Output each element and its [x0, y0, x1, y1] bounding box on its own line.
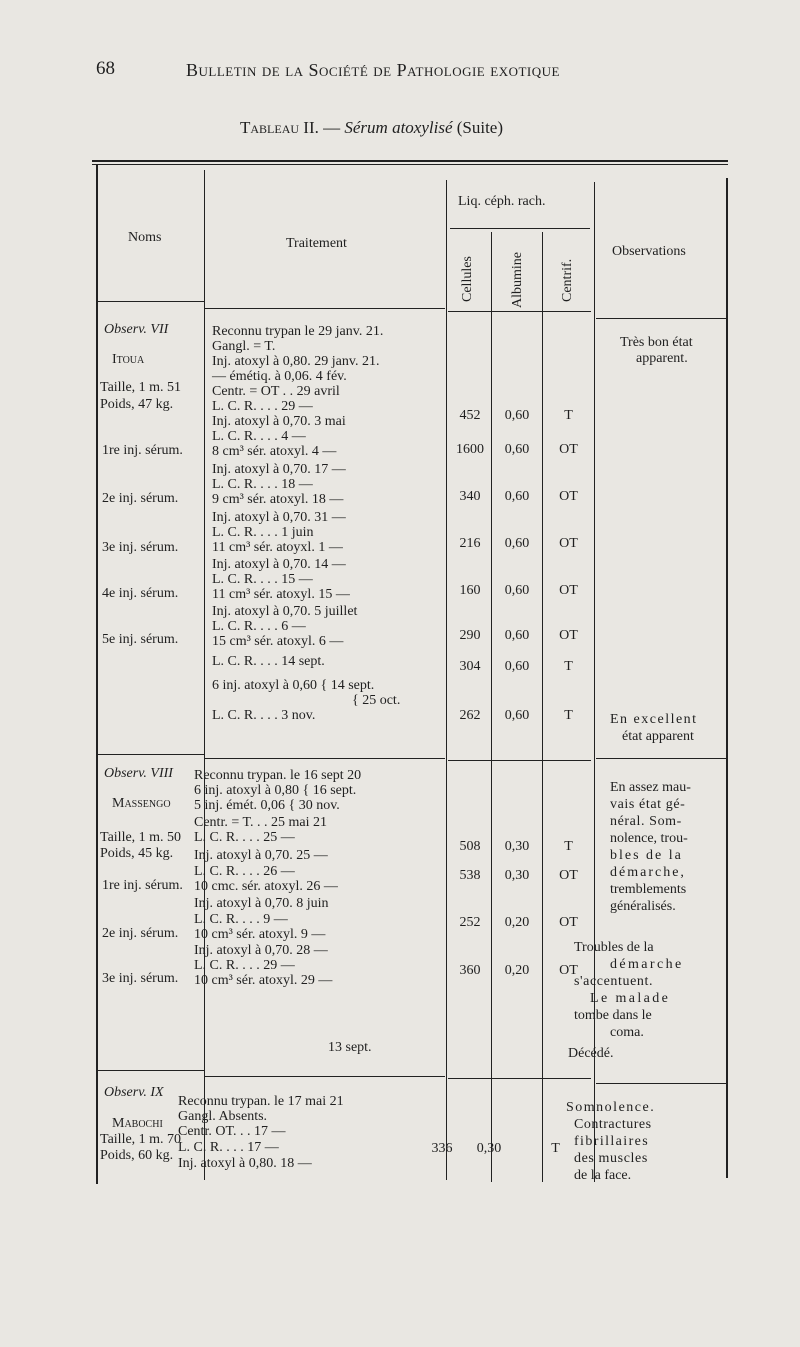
albumine-value: 0,60: [504, 583, 530, 598]
treatment-line: Inj. atoxyl à 0,70. 17 —: [212, 462, 346, 477]
treatment-line: Inj. atoxyl à 0,70. 14 —: [212, 557, 346, 572]
observation-line: s'accentuent.: [574, 974, 654, 989]
cellules-value: 1600: [456, 442, 484, 457]
treatment-line: { 25 oct.: [352, 693, 401, 708]
patient-height: Taille, 1 m. 70: [100, 1132, 182, 1147]
cellules-value: 508: [459, 839, 481, 854]
albumine-value: 0,30: [504, 839, 530, 854]
observation-line: de la face.: [574, 1168, 632, 1183]
treatment-line: 10 cm³ sér. atoxyl. 29 —: [194, 973, 333, 988]
treatment-line: L. C. R. . . . 14 sept.: [212, 654, 325, 669]
injection-label: 1re inj. sérum.: [102, 878, 183, 893]
case-title: Observ. VII: [104, 322, 169, 337]
caption-italic: Sérum atoxylisé: [344, 118, 453, 137]
cellules-value: 336: [431, 1141, 453, 1156]
header-liq: Liq. céph. rach.: [458, 194, 546, 209]
treatment-line: 6 inj. atoxyl à 0,60 { 14 sept.: [212, 678, 375, 693]
albumine-value: 0,60: [504, 442, 530, 457]
centrif-value: OT: [559, 915, 578, 930]
treatment-line: Gangl. Absents.: [178, 1109, 268, 1124]
treatment-line: Gangl. = T.: [212, 339, 276, 354]
treatment-line: 11 cm³ sér. atoyxl. 1 —: [212, 540, 343, 555]
treatment-line: 10 cmc. sér. atoxyl. 26 —: [194, 879, 338, 894]
centrif-value: OT: [559, 868, 578, 883]
treatment-line: L. C. R. . . . 18 —: [212, 477, 313, 492]
cellules-value: 360: [459, 963, 481, 978]
treatment-line: Inj. atoxyl à 0,80. 18 —: [178, 1156, 312, 1171]
patient-height: Taille, 1 m. 51: [100, 380, 182, 395]
centrif-value: OT: [559, 583, 578, 598]
centrif-value: OT: [559, 963, 578, 978]
cellules-value: 290: [459, 628, 481, 643]
treatment-line: Centr. OT. . . 17 —: [178, 1124, 286, 1139]
treatment-line: L. C. R. . . . 6 —: [212, 619, 306, 634]
injection-label: 3e inj. sérum.: [102, 971, 179, 986]
patient-name: Massengo: [112, 796, 171, 811]
observation-line: démarche: [610, 957, 684, 972]
patient-name: Mabochi: [112, 1116, 163, 1131]
observation-line: tremblements: [610, 882, 687, 897]
albumine-value: 0,20: [504, 915, 530, 930]
running-head: Bulletin de la Société de Pathologie exotique: [186, 60, 560, 80]
treatment-line: 10 cm³ sér. atoxyl. 9 —: [194, 927, 326, 942]
centrif-value: T: [564, 408, 573, 423]
albumine-value: 0,60: [504, 408, 530, 423]
treatment-line: 11 cm³ sér. atoxyl. 15 —: [212, 587, 350, 602]
albumine-value: 0,30: [476, 1141, 502, 1156]
observation-line: apparent.: [636, 351, 688, 366]
albumine-value: 0,20: [504, 963, 530, 978]
observation-line: fibrillaires: [574, 1134, 650, 1149]
treatment-line: 5 inj. émét. 0,06 { 30 nov.: [194, 798, 340, 813]
observation-line: généralisés.: [610, 899, 676, 914]
case-title: Observ. IX: [104, 1085, 164, 1100]
treatment-line: Inj. atoxyl à 0,70. 8 juin: [194, 896, 329, 911]
cellules-value: 160: [459, 583, 481, 598]
header-observations: Observations: [612, 244, 686, 259]
treatment-line: L. C. R. . . . 1 juin: [212, 525, 314, 540]
header-traitement: Traitement: [286, 236, 347, 251]
injection-label: 2e inj. sérum.: [102, 491, 179, 506]
caption-suffix: (Suite): [456, 118, 504, 137]
observation-line: tombe dans le: [574, 1008, 652, 1023]
table-caption: [240, 118, 503, 138]
cellules-value: 538: [459, 868, 481, 883]
cellules-value: 304: [459, 659, 481, 674]
caption-prefix: Tableau II. —: [240, 118, 341, 137]
observation-line: des muscles: [574, 1151, 648, 1166]
observation-line: Contractures: [574, 1117, 652, 1132]
centrif-value: OT: [559, 628, 578, 643]
cellules-value: 216: [459, 536, 481, 551]
centrif-value: OT: [559, 489, 578, 504]
treatment-line: Inj. atoxyl à 0,70. 3 mai: [212, 414, 346, 429]
patient-height: Taille, 1 m. 50: [100, 830, 182, 845]
treatment-line: L. C. R. . . . 17 —: [178, 1140, 279, 1155]
observation-line: Très bon état: [620, 335, 693, 350]
treatment-line: 6 inj. atoxyl à 0,80 { 16 sept.: [194, 783, 357, 798]
observation-line: vais état gé-: [610, 797, 686, 812]
cellules-value: 452: [459, 408, 481, 423]
centrif-value: T: [551, 1141, 560, 1156]
observation-line: bles de la: [610, 848, 683, 863]
cellules-value: 262: [459, 708, 481, 723]
treatment-line: L. C. R. . . . 4 —: [212, 429, 306, 444]
treatment-line: L. C. R. . . . 26 —: [194, 864, 295, 879]
observation-line: Le malade: [590, 991, 671, 1006]
treatment-line: Inj. atoxyl à 0,70. 28 —: [194, 943, 328, 958]
observation-line: démarche,: [610, 865, 686, 880]
centrif-value: T: [564, 839, 573, 854]
observation-line: néral. Som-: [610, 814, 682, 829]
treatment-line: Inj. atoxyl à 0,80. 29 janv. 21.: [212, 354, 380, 369]
albumine-value: 0,30: [504, 868, 530, 883]
centrif-value: OT: [559, 442, 578, 457]
treatment-line: Inj. atoxyl à 0,70. 31 —: [212, 510, 346, 525]
treatment-line: Inj. atoxyl à 0,70. 5 juillet: [212, 604, 358, 619]
treatment-line: L. C. R. . . . 9 —: [194, 912, 288, 927]
page-number: 68: [96, 58, 115, 79]
observation-line: Troubles de la: [574, 940, 654, 955]
centrif-value: T: [564, 659, 573, 674]
treatment-line: Reconnu trypan le 29 janv. 21.: [212, 324, 384, 339]
header-albumine: Albumine: [510, 252, 525, 308]
header-centrif: Centrif.: [560, 258, 575, 302]
patient-weight: Poids, 60 kg.: [100, 1148, 174, 1163]
treatment-line: 8 cm³ sér. atoxyl. 4 —: [212, 444, 337, 459]
injection-label: 5e inj. sérum.: [102, 632, 179, 647]
observation-line: état apparent: [622, 729, 694, 744]
albumine-value: 0,60: [504, 489, 530, 504]
observation-line: nolence, trou-: [610, 831, 688, 846]
patient-weight: Poids, 47 kg.: [100, 397, 174, 412]
injection-label: 2e inj. sérum.: [102, 926, 179, 941]
injection-label: 4e inj. sérum.: [102, 586, 179, 601]
cellules-value: 252: [459, 915, 481, 930]
treatment-line: L. C. R. . . . 25 —: [194, 830, 295, 845]
treatment-line: — émétiq. à 0,06. 4 fév.: [212, 369, 347, 384]
albumine-value: 0,60: [504, 708, 530, 723]
albumine-value: 0,60: [504, 628, 530, 643]
treatment-line: L. C. R. . . . 29 —: [194, 958, 295, 973]
injection-label: 1re inj. sérum.: [102, 443, 183, 458]
treatment-line: Reconnu trypan. le 16 sept 20: [194, 768, 362, 783]
treatment-line: L. C. R. . . . 15 —: [212, 572, 313, 587]
centrif-value: OT: [559, 536, 578, 551]
albumine-value: 0,60: [504, 659, 530, 674]
patient-name: Itoua: [112, 352, 145, 367]
treatment-line: 9 cm³ sér. atoxyl. 18 —: [212, 492, 344, 507]
observation-line: En assez mau-: [610, 780, 691, 795]
cellules-value: 340: [459, 489, 481, 504]
header-cellules: Cellules: [460, 256, 475, 302]
albumine-value: 0,60: [504, 536, 530, 551]
treatment-line: Centr. = T. . . 25 mai 21: [194, 815, 327, 830]
injection-label: 3e inj. sérum.: [102, 540, 179, 555]
patient-weight: Poids, 45 kg.: [100, 846, 174, 861]
case-title: Observ. VIII: [104, 766, 173, 781]
centrif-value: T: [564, 708, 573, 723]
treatment-line: Reconnu trypan. le 17 mai 21: [178, 1094, 344, 1109]
treatment-line: L. C. R. . . . 29 —: [212, 399, 313, 414]
observation-line: En excellent: [610, 712, 698, 727]
observation-line: Décédé.: [568, 1046, 614, 1061]
treatment-line: 13 sept.: [328, 1040, 372, 1055]
treatment-line: L. C. R. . . . 3 nov.: [212, 708, 316, 723]
data-table: [90, 158, 728, 1183]
observation-line: coma.: [610, 1025, 644, 1040]
treatment-line: Inj. atoxyl à 0,70. 25 —: [194, 848, 328, 863]
header-noms: Noms: [128, 230, 162, 245]
observation-line: Somnolence.: [566, 1100, 656, 1115]
treatment-line: Centr. = OT . . 29 avril: [212, 384, 340, 399]
treatment-line: 15 cm³ sér. atoxyl. 6 —: [212, 634, 344, 649]
